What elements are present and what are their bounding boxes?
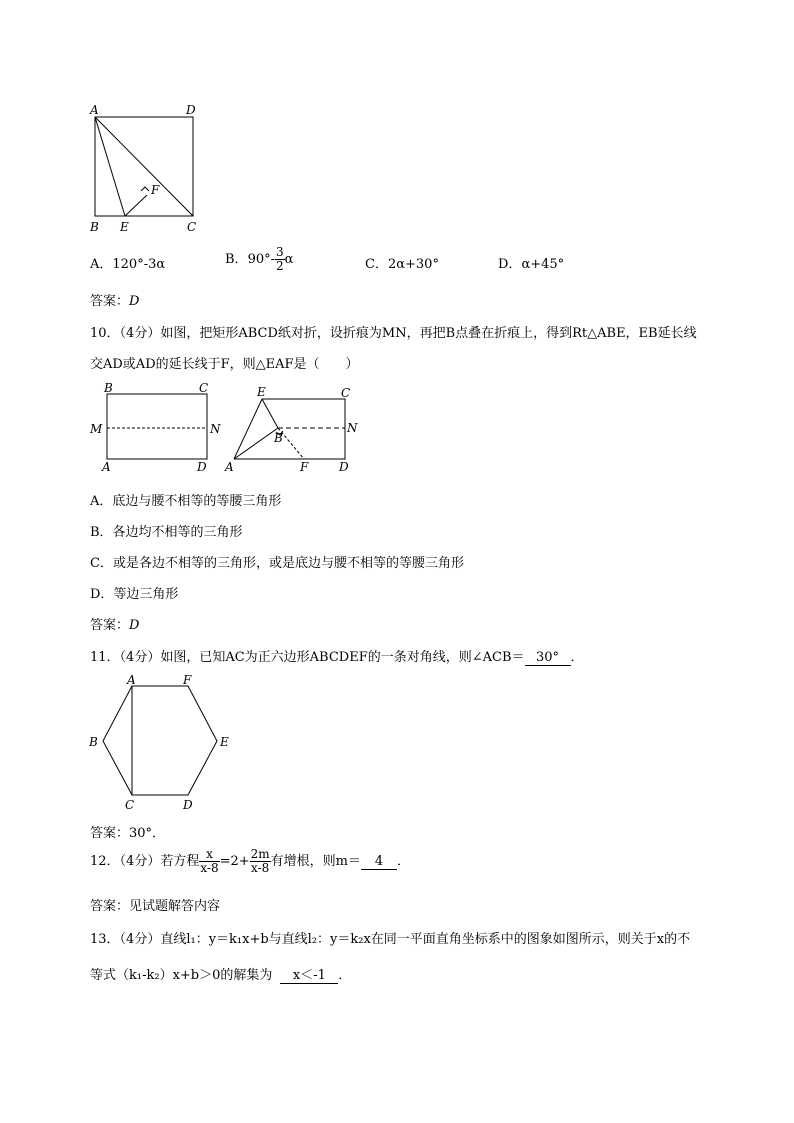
q11-hexagon-figure: [86, 672, 236, 812]
q10-fig2-label-b: B: [274, 431, 283, 445]
q9-label-b: B: [90, 220, 99, 234]
q12-answer: 答案：见试题解答内容: [90, 899, 221, 914]
q9-label-d: D: [186, 103, 196, 117]
q11-hexagon: [103, 686, 217, 795]
q13-stem-line2: 等式（k₁-k₂）x+b＞0的解集为 x＜-1 ．: [90, 964, 351, 984]
q10-answer: 答案：D: [90, 618, 140, 633]
q10-option-a: A．底边与腰不相等的等腰三角形: [90, 494, 282, 509]
q10-fig2-label-f: F: [300, 460, 309, 474]
q10-fig2-label-e: E: [257, 385, 266, 399]
q10-fig1-label-c: C: [199, 382, 209, 395]
q11-stem: 11．（4分）如图，已知AC为正六边形ABCDEF的一条对角线，则∠ACB＝ 30° ．: [90, 650, 584, 665]
q10-fig1-label-n: N: [210, 422, 221, 436]
q9-right-angle-mark: [141, 187, 149, 191]
q12-fraction-2: $\frac{2m}{x-8}$: [250, 847, 270, 875]
q11-label-e: E: [220, 735, 229, 749]
q10-fig2-rectangle-edges: [234, 399, 345, 459]
q10-fig2-label-d: D: [339, 460, 349, 474]
q11-label-d: D: [183, 798, 193, 812]
q12-stem: 12．（4分）若方程 $\frac{x}{x-8}$ =2+ $\frac{2m}{x-8}$ 有增根，则m＝ 4 ．: [90, 847, 411, 875]
q13-stem-line1: 13．（4分）直线l₁：y＝k₁x+b与直线l₂：y＝k₂x在同一平面直角坐标系中的图象如图所示，则关于x的不: [90, 932, 691, 947]
q9-option-b: B．90°- $\frac{3}{2}$ α: [225, 245, 294, 273]
q12-fraction-1: $\frac{x}{x-8}$: [200, 847, 219, 875]
q10-fig2-line-eb: [262, 399, 278, 428]
q9-label-e: E: [120, 220, 129, 234]
q9-answer: 答案：D: [90, 294, 140, 309]
q9-figure: [85, 100, 205, 235]
q10-fig2-line-ae: [234, 399, 262, 459]
q10-option-c: C．或是各边不相等的三角形，或是底边与腰不相等的等腰三角形: [90, 556, 464, 571]
q13-answer-blank: x＜-1: [280, 964, 338, 984]
q9-option-a: A．120°-3α: [90, 257, 166, 272]
q11-label-c: C: [125, 798, 135, 812]
q12-answer-blank: 4: [361, 854, 397, 870]
q10-fig1-label-d: D: [197, 460, 207, 474]
q10-fig2-label-c: C: [341, 386, 351, 400]
q11-label-b: B: [89, 735, 98, 749]
q10-fig1-label-a: A: [102, 460, 111, 474]
q9-label-f: F: [151, 183, 160, 197]
q10-fig2-line-ab: [234, 428, 278, 459]
q10-fig1-rectangle: [107, 394, 207, 459]
q10-fig2-label-a: A: [225, 460, 234, 474]
q9-option-c: C．2α+30°: [365, 257, 439, 272]
q10-option-d: D．等边三角形: [90, 587, 179, 602]
q10-figure-2: [222, 382, 362, 474]
q10-fig1-label-m: M: [90, 422, 103, 436]
q10-stem-line1: 10．（4分）如图，把矩形ABCD纸对折，设折痕为MN，再把B点叠在折痕上，得到Rt△ABE，EB延长线: [90, 326, 697, 341]
q10-option-b: B．各边均不相等的三角形: [90, 525, 243, 540]
q9-fraction: $\frac{3}{2}$: [276, 245, 284, 273]
q10-figure-1: [88, 382, 223, 474]
q11-answer-blank: 30°: [525, 650, 571, 666]
q11-answer: 答案：30°．: [90, 826, 166, 841]
q9-option-d: D．α+45°: [498, 257, 565, 272]
q9-label-c: C: [187, 220, 197, 234]
q10-fig2-label-n: N: [347, 421, 358, 435]
q10-stem-line2: 交AD或AD的延长线于F，则△EAF是（ ）: [90, 357, 359, 372]
q11-label-f: F: [183, 673, 192, 687]
q9-line-ef: [125, 195, 147, 216]
q9-label-a: A: [90, 103, 99, 117]
q10-fig1-label-b: B: [104, 382, 113, 395]
q11-label-a: A: [127, 673, 136, 687]
